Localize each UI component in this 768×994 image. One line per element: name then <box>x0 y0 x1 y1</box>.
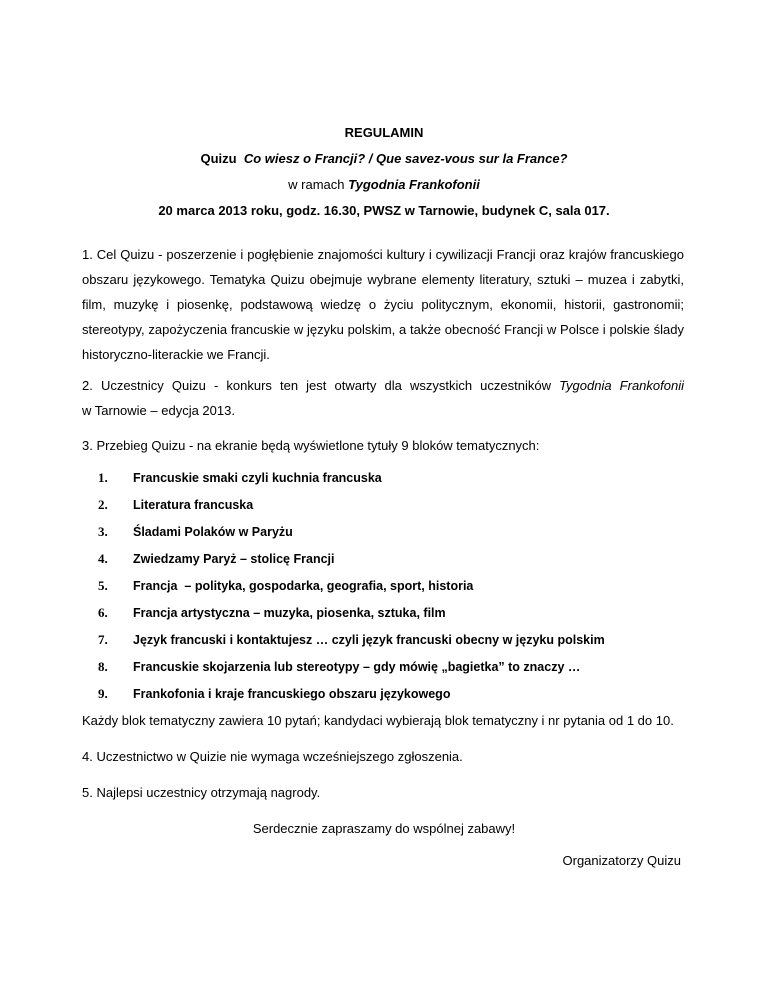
block-number: 7. <box>98 632 108 647</box>
block-label: Śladami Polaków w Paryżu <box>133 525 293 539</box>
block-item <box>82 523 684 550</box>
block-item <box>82 550 684 577</box>
context-event: Tygodnia Frankofonii <box>348 177 480 192</box>
block-label: Francja – polityka, gospodarka, geografia, sport, historia <box>133 579 474 593</box>
block-item <box>82 469 684 496</box>
section-2-line-1 <box>82 373 684 398</box>
block-label: Francuskie skojarzenia lub stereotypy – gdy mówię „bagietka” to znaczy … <box>133 660 581 674</box>
blocks-note: Każdy blok tematyczny zawiera 10 pytań; kandydaci wybierają blok tematyczny i nr pytania od 1 do 10. <box>82 713 674 728</box>
block-label: Francuskie smaki czyli kuchnia francuska <box>133 471 382 485</box>
date-location-line: 20 marca 2013 roku, godz. 16.30, PWSZ w Tarnowie, budynek C, sala 017. <box>158 203 610 218</box>
block-number: 9. <box>98 686 108 701</box>
invitation-line: Serdecznie zapraszamy do wspólnej zabawy! <box>252 821 516 836</box>
section-2-line-2: w Tarnowie – edycja 2013. <box>82 403 235 418</box>
document-title: REGULAMIN <box>344 125 424 140</box>
block-label: Frankofonia i kraje francuskiego obszaru językowego <box>133 687 451 701</box>
block-item <box>82 577 684 604</box>
section-4-participation: 4. Uczestnictwo w Quizie nie wymaga wcześniejszego zgłoszenia. <box>82 749 463 764</box>
section-1-goal: 1. Cel Quizu - poszerzenie i pogłębienie znajomości kultury i cywilizacji Francji oraz krajów francuskiego obszaru językowego. Tematyka Quizu obejmuje wybrane elementy literatury, sztuki – muzea i zabytki, film, muzykę i piosenkę, podstawową wiedzę o życiu politycznym, ekonomii, historii, gastronomii; stereotypy, zapożyczenia francuskie w języku polskim, a także obecność Francji w Polsce i polskie ślady historyczno-literackie we Francji. <box>82 247 684 362</box>
section-3-course: 3. Przebieg Quizu - na ekranie będą wyświetlone tytuły 9 bloków tematycznych: <box>82 438 540 453</box>
block-label: Francja artystyczna – muzyka, piosenka, sztuka, film <box>133 606 446 620</box>
block-number: 8. <box>98 659 108 674</box>
block-number: 5. <box>98 578 108 593</box>
block-number: 3. <box>98 524 108 539</box>
block-number: 1. <box>98 470 108 485</box>
quiz-prefix: Quizu <box>200 151 244 166</box>
block-number: 6. <box>98 605 108 620</box>
section-2-text: 2. Uczestnicy Quizu - konkurs ten jest otwarty dla wszystkich uczestników <box>82 378 560 393</box>
section-2-event: Tygodnia Frankofonii <box>559 378 684 393</box>
block-item <box>82 631 684 658</box>
block-number: 4. <box>98 551 108 566</box>
block-label: Literatura francuska <box>133 498 254 512</box>
block-number: 2. <box>98 497 108 512</box>
block-item <box>82 604 684 631</box>
block-item <box>82 496 684 523</box>
section-2-participants <box>82 373 684 423</box>
block-label: Język francuski i kontaktujesz … czyli język francuski obecny w języku polskim <box>133 633 605 647</box>
block-item <box>82 658 684 685</box>
block-label: Zwiedzamy Paryż – stolicę Francji <box>133 552 335 566</box>
context-line <box>0 176 768 194</box>
context-prefix: w ramach <box>288 177 349 192</box>
section-5-prizes: 5. Najlepsi uczestnicy otrzymają nagrody. <box>82 785 321 800</box>
thematic-blocks-list <box>82 469 684 712</box>
signature: Organizatorzy Quizu <box>562 853 681 868</box>
quiz-name: Co wiesz o Francji? / Que savez-vous sur la France? <box>243 151 568 166</box>
quiz-title-line <box>0 150 768 168</box>
